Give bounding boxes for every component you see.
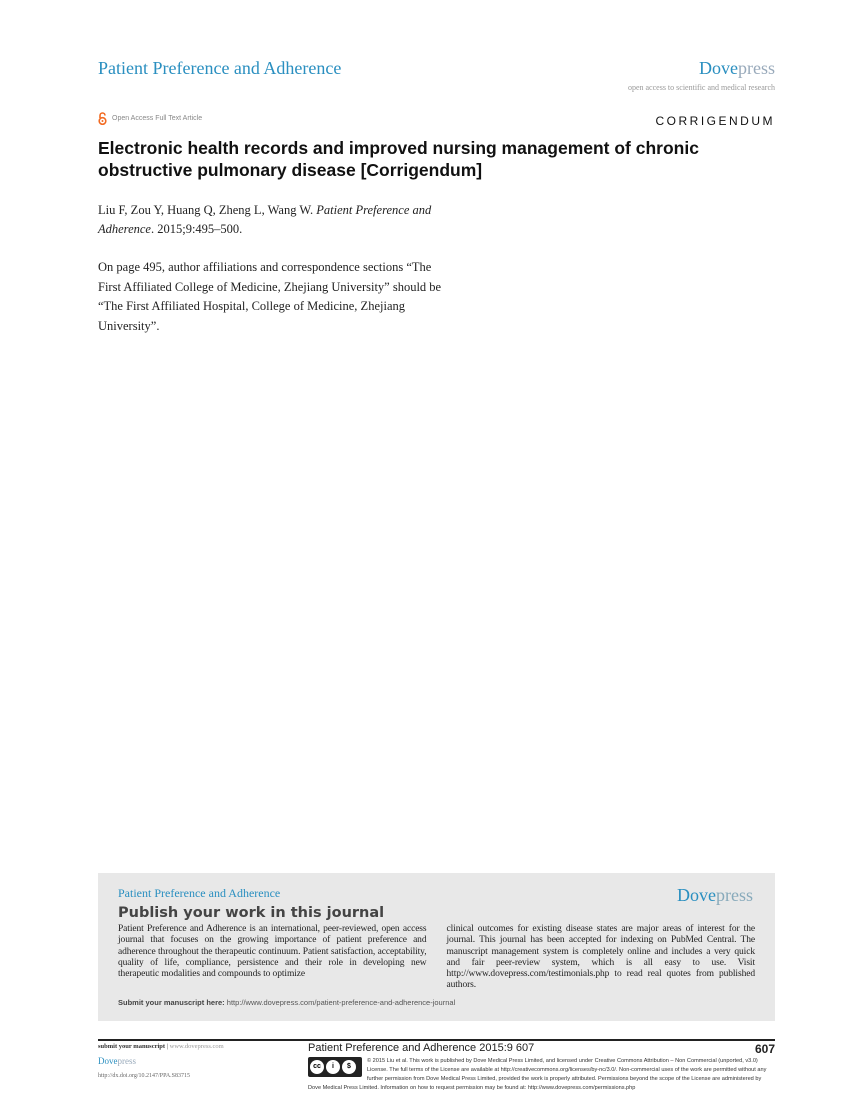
- publish-promo-box: [98, 873, 775, 1021]
- open-access-label: [98, 112, 202, 125]
- footer-submit-label: submit your manuscript: [98, 1043, 166, 1050]
- promo-logo-main: Dove: [677, 885, 716, 905]
- publisher-logo: [699, 58, 775, 79]
- article-type: CORRIGENDUM: [655, 114, 775, 128]
- promo-top-row: [118, 885, 755, 905]
- footer-submit: submit your manuscript | www.dovepress.com: [98, 1043, 224, 1050]
- promo-journal-title[interactable]: Patient Preference and Adherence: [118, 886, 281, 900]
- footer-journal-ref: Patient Preference and Adherence 2015:9 607: [308, 1042, 535, 1054]
- promo-columns: [118, 924, 755, 992]
- promo-text-col2: clinical outcomes for existing disease states are major areas of interest for the journal. This journal has been accepted for indexing on PubMed Central. The manuscript management system is completely online and includes a very quick and fair peer-review system, which is all easy to use. Visit http://www.dovepress.com/testimonials.php to read real quotes from published authors.: [446, 924, 755, 991]
- citation-details: . 2015;9:495–500.: [150, 222, 243, 236]
- promo-submit: [118, 998, 755, 1007]
- journal-title: Patient Preference and Adherence: [98, 58, 342, 78]
- publisher-logo-sub: press: [738, 58, 775, 78]
- corrigendum-body: On page 495, author affiliations and correspondence sections “The First Affiliated College of Medicine, Zhejiang University” should be “The First Affiliated Hospital, College of Medicine, Zhejiang University”.: [98, 260, 442, 333]
- citation: [98, 201, 443, 239]
- page-number: 607: [754, 1042, 775, 1056]
- footer-logo-main: Dove: [98, 1056, 118, 1066]
- footer-divider: [98, 1039, 775, 1041]
- promo-heading: Publish your work in this journal: [118, 905, 385, 921]
- publisher-logo-main: Dove: [699, 58, 738, 78]
- citation-authors: Liu F, Zou Y, Huang Q, Zheng L, Wang W.: [98, 203, 317, 217]
- promo-text-col1: Patient Preference and Adherence is an international, peer-reviewed, open access journal that focuses on the growing importance of patient preference and adherence throughout the therapeutic continuum. Patient satisfaction, acceptability, quality of life, compliance, persistence and their role in developing new therapeutic modalities and compounds to optimize: [118, 924, 427, 980]
- license-block: [308, 1057, 775, 1093]
- footer-submit-link[interactable]: www.dovepress.com: [169, 1043, 224, 1050]
- article-title: Electronic health records and improved nursing management of chronic obstructive pulmonary disease [Corrigendum]: [98, 138, 699, 180]
- citation-journal: Patient Preference and Adherence: [98, 203, 432, 236]
- promo-logo-sub: press: [716, 885, 753, 905]
- promo-publisher-logo: [677, 885, 753, 905]
- promo-submit-label: Submit your manuscript here:: [118, 997, 225, 1007]
- license-text-1: © 2015 Liu et al. This work is published by Dove Medical Press Limited, and licensed under Creative Commons Attribution – Non Commercial (unported, v3.0) License. The full terms of the License are available at http://creativecommons.org/licenses/by-nc/3.0/. Non-commercial uses of the work are permitted without any further: [367, 1058, 767, 1082]
- footer-logo-sub: press: [117, 1056, 136, 1066]
- footer-publisher-logo: [98, 1056, 136, 1066]
- creative-commons-icon: cc i $: [308, 1057, 362, 1077]
- license-text-2: permission from Dove Medical Press Limited, provided the work is properly attributed. Permissions beyond the scope of the License are administered by Dove Medical Press Limited. Information on how to request permission may be found at: http://www.dovepress.com/permissions.php: [308, 1076, 762, 1091]
- footer-doi-link[interactable]: http://dx.doi.org/10.2147/PPA.S83715: [98, 1073, 191, 1079]
- article-main: [98, 137, 778, 336]
- publisher-tagline: open access to scientific and medical research: [627, 83, 775, 92]
- open-access-text: Open Access Full Text Article: [112, 115, 203, 122]
- open-access-lock-icon: [98, 112, 107, 125]
- promo-submit-link[interactable]: http://www.dovepress.com/patient-preference-and-adherence-journal: [226, 997, 456, 1007]
